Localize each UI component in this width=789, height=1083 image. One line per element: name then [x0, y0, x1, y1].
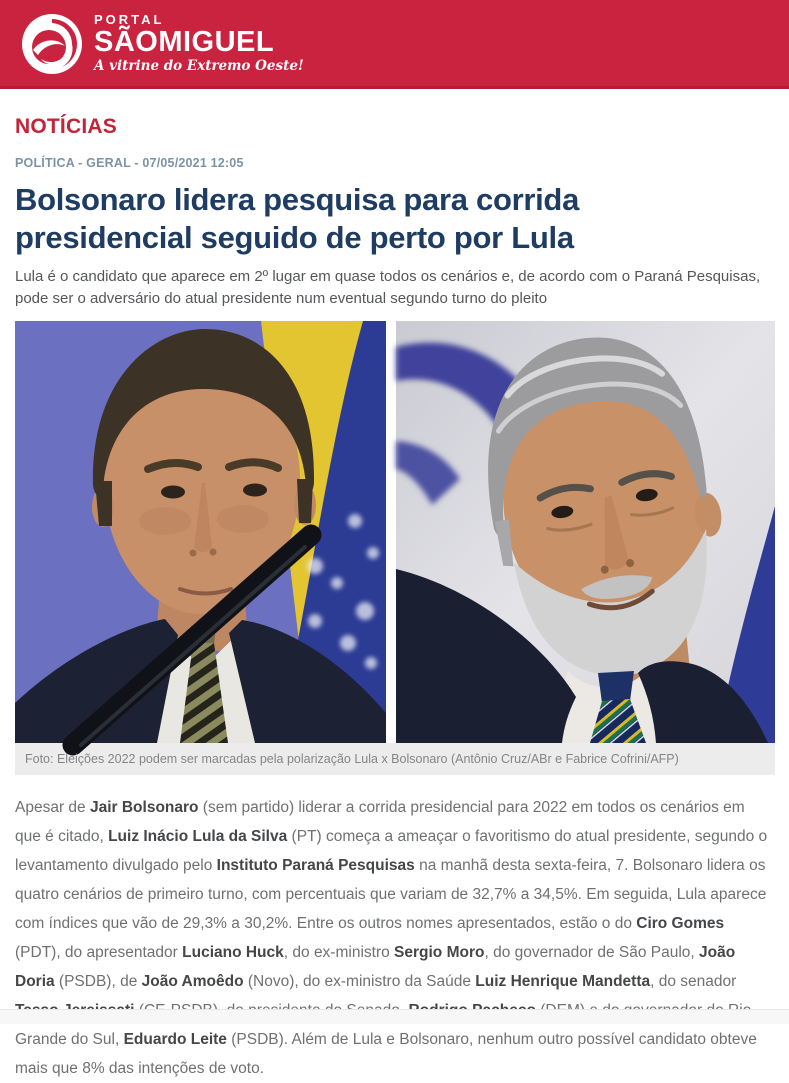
- article-subtitle: Lula é o candidato que aparece em 2º lugar em quase todos os cenários e, de acordo com o Paraná Pesquisas, pode ser o adversário do atual presidente num eventual segundo turno do pleito: [15, 268, 761, 307]
- article-body: Apesar de Jair Bolsonaro (sem partido) liderar a corrida presidencial para 2022 em todos os cenários em que é citado, Luiz Inácio Lula da Silva (PT) começa a ameaçar o favoritismo do atual presidente, segundo o levantamento divulgado pelo Instituto Paraná Pesquisas na manhã desta sexta-feira, 7. Bolsonaro lidera os quatro cenários de primeiro turno, com percentuais que variam de 32,7% a 34,5%. Em seguida, Lula aparece com índices que vão de 29,3% a 30,2%. Entre os outros nomes apresentados, estão o do Ciro Gomes (PDT), do apresentador Luciano Huck, do ex-ministro Sergio Moro, do governador de São Paulo, João Doria (PSDB), de João Amoêdo (Novo), do ex-ministro da Saúde Luiz Henrique Mandetta, do senador Grande do Sul, Eduardo Leite (PSDB). Além de Lula e Bolsonaro, nenhum outro possível candidato obteve mais que 8% das intenções de voto.: [15, 799, 768, 1077]
- photo-caption: Foto: Eleições 2022 podem ser marcadas pela polarização Lula x Bolsonaro (Antônio Cruz/ABr e Fabrice Cofrini/AFP): [15, 743, 775, 775]
- site-logo[interactable]: [20, 10, 304, 76]
- logo-name: SÃOMIGUEL: [94, 25, 275, 58]
- section-title: NOTÍCIAS: [15, 115, 117, 138]
- photo-lula: [396, 321, 775, 743]
- article-meta: POLÍTICA - GERAL - 07/05/2021 12:05: [15, 156, 244, 170]
- photo-divider: [386, 321, 396, 743]
- portal-swirl-icon: [20, 12, 84, 76]
- photo-bolsonaro: [15, 321, 386, 743]
- article-photo: [15, 321, 775, 775]
- article-title: Bolsonaro lidera pesquisa para corrida presidencial seguido de perto por Lula: [15, 182, 580, 255]
- article: [0, 89, 789, 1083]
- photo-panels: [15, 321, 775, 743]
- site-header: [0, 0, 789, 89]
- footer-band: [0, 1009, 789, 1024]
- logo-kicker: PORTAL: [94, 11, 165, 27]
- logo-tagline: A vitrine do Extremo Oeste!: [94, 57, 304, 74]
